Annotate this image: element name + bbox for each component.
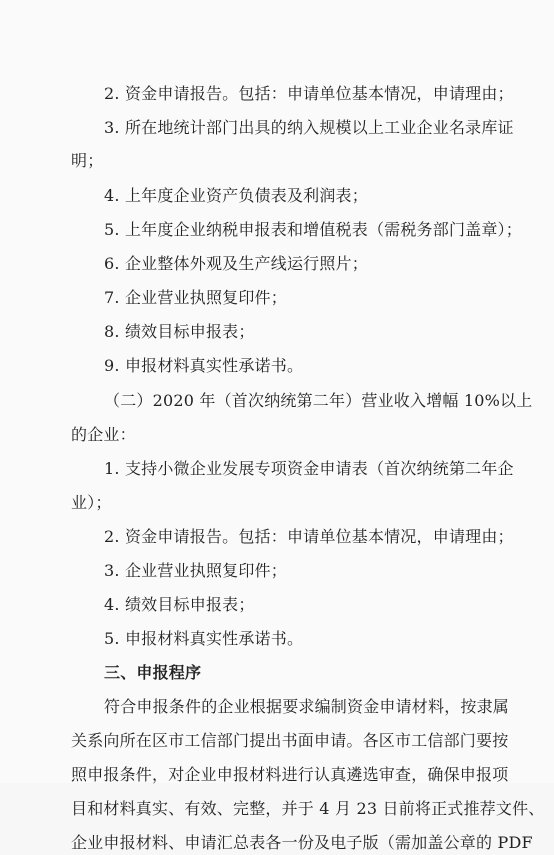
text-line-10: （二）2020 年（首次纳统第二年）营业收入增幅 10%以上 [104,391,533,410]
text-line-12: 1. 支持小微企业发展专项资金申请表（首次纳统第二年企 [104,459,514,478]
text-line-6: 6. 企业整体外观及生产线运行照片； [104,254,368,273]
text-line-15: 3. 企业营业执照复印件； [104,561,287,580]
text-line-1: 2. 资金申请报告。包括：申请单位基本情况，申请理由； [104,84,514,103]
text-line-2: 3. 所在地统计部门出具的纳入规模以上工业企业名录库证 [104,118,514,137]
text-line-17: 5. 申报材料真实性承诺书。 [104,629,304,648]
text-line-4: 4. 上年度企业资产负债表及利润表； [104,186,368,205]
text-line-9: 9. 申报材料真实性承诺书。 [104,356,304,375]
text-line-13: 业）； [71,493,112,512]
text-line-11: 的企业： [71,425,136,444]
section-heading: 三、申报程序 [104,663,202,682]
text-line-21: 照申报条件，对企业申报材料进行认真遴选审查，确保申报项 [71,765,509,784]
text-line-22: 目和材料真实、有效、完整，并于 4 月 23 日前将正式推荐文件、 [71,799,545,818]
text-line-8: 8. 绩效目标申报表； [104,322,255,341]
text-line-14: 2. 资金申请报告。包括：申请单位基本情况，申请理由； [104,527,514,546]
text-line-19: 符合申报条件的企业根据要求编制资金申请材料，按隶属 [104,697,510,716]
text-line-5: 5. 上年度企业纳税申报表和增值税表（需税务部门盖章）； [104,220,522,239]
text-line-16: 4. 绩效目标申报表； [104,595,255,614]
text-line-23: 企业申报材料、申请汇总表各一份及电子版（需加盖公章的 PDF [71,833,533,852]
text-line-7: 7. 企业营业执照复印件； [104,288,287,307]
text-line-3: 明； [71,151,104,170]
text-line-20: 关系向所在区市工信部门提出书面申请。各区市工信部门要按 [71,731,509,750]
